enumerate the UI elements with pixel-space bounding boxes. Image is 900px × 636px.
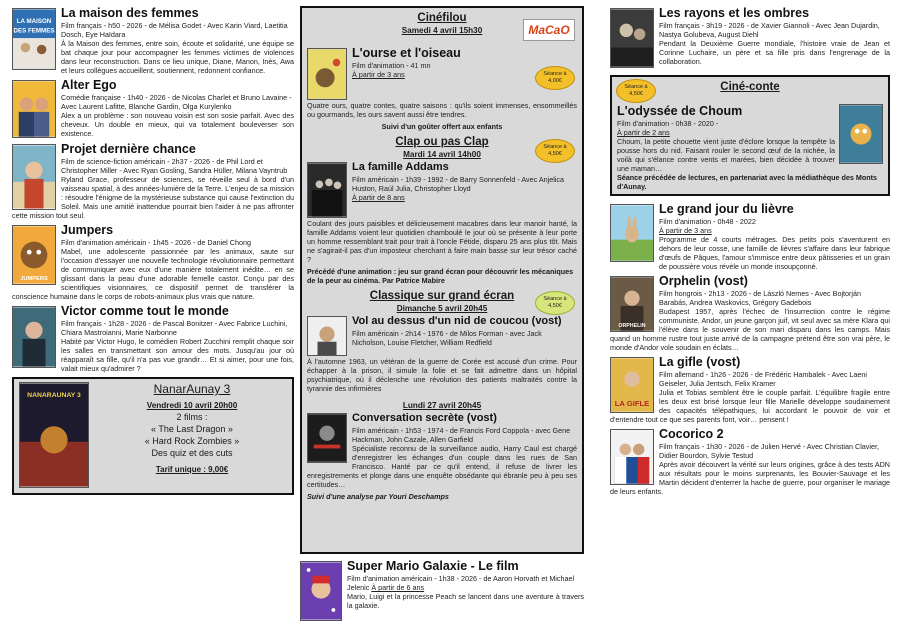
- film-meta: Film français - h50 - 2026 - de Mélisa Godet - Avec Karin Viard, Laetitia Dosch, Eye Haïdara: [61, 21, 288, 39]
- section-conversation: [307, 400, 577, 501]
- film-desc: Spécialiste reconnu de la surveillance audio, Harry Caul est chargé d'enregistrer les échanges d'un couple dans les rues de San Francisco. Hanté par ce qu'il entend, il refuse de livrer les enregistrements et plonge dans une enquête obsédante qui ébranle peu à peu ses certitudes…: [307, 444, 577, 489]
- film-age: À partir de 6 ans: [371, 583, 425, 592]
- film-meta-text: Film d'animation américain - 1h38 - 2026 - de Aaron Horvath et Michael Jelenic: [347, 574, 575, 592]
- film-title: Projet dernière chance: [61, 142, 196, 156]
- cine-conte-box: [610, 75, 890, 196]
- section-note: Suivi d'un goûter offert aux enfants: [381, 122, 503, 131]
- film-age: À partir de 8 ans: [352, 193, 405, 202]
- section-heading: Ciné-conte: [720, 81, 780, 93]
- film-nid-de-coucou: [307, 314, 577, 393]
- film-title: La famille Addams: [352, 161, 449, 173]
- svg-text:NANARAUNAY 3: NANARAUNAY 3: [27, 392, 81, 400]
- film-conversation-secrete: [307, 411, 577, 489]
- film-meta: Film américain - 2h14 - 1976 - de Milos Forman - avec Jack Nicholson, Louise Fletcher, William Redfield: [352, 329, 542, 347]
- poster-image: [610, 8, 654, 68]
- film-ourse-oiseau: [307, 46, 577, 119]
- film-title: Victor comme tout le monde: [61, 304, 229, 318]
- film-title: Alter Ego: [61, 78, 117, 92]
- film-meta: Film allemand - 1h26 - 2026 - de Frédéric Hambalek - Avec Laeni Geiseler, Julia Jentsch, Felix Kramer: [659, 370, 868, 388]
- section-clap: [307, 135, 577, 285]
- film-meta: Film français - 3h19 - 2026 - de Xavier Giannoli - Avec Jean Dujardin, Nastya Golubeva, August Diehl: [659, 21, 880, 39]
- price-badge: Séance à 4,00€: [535, 66, 575, 90]
- film-meta: Film d'animation - 41 mn: [352, 61, 431, 70]
- section-heading: Classique sur grand écran: [369, 290, 515, 302]
- film-meta: Film d'animation américain - 1h45 - 2026 - de Daniel Chong: [61, 238, 251, 247]
- poster-image: [610, 429, 654, 485]
- film-projet-derniere-chance: [12, 142, 294, 220]
- svg-text:ORPHELIN: ORPHELIN: [618, 322, 646, 329]
- film-famille-addams: [307, 160, 577, 264]
- film-title: Cocorico 2: [659, 427, 724, 441]
- film-desc: Alex a un problème : son nouveau voisin est son sosie parfait. Avec des cheveux. Un double en mieux, qui va totalement bouleverser son existence.: [61, 111, 294, 138]
- poster-image: [307, 162, 347, 218]
- event-title: NanarAunay 3: [153, 382, 231, 396]
- section-cinefilou: [307, 11, 577, 131]
- film-title: La maison des femmes: [61, 6, 199, 20]
- film-title: Conversation secrète (vost): [352, 412, 497, 424]
- event-tarif: Tarif unique : 9,00€: [155, 465, 229, 474]
- film-la-gifle: [610, 355, 890, 424]
- middle-column: [300, 6, 584, 632]
- film-meta: Film français - 1h28 - 2026 - de Pascal Bonitzer - Avec Fabrice Luchini, Chiara Mastroianni, Marie Narbonne: [61, 319, 288, 337]
- svg-text:LA GIFLE: LA GIFLE: [614, 399, 650, 408]
- poster-image: [610, 204, 654, 262]
- poster-image: [307, 316, 347, 356]
- left-column: [12, 6, 294, 632]
- film-odyssee-choum: [617, 104, 883, 191]
- film-meta: Film français - 1h30 - 2026 - de Julien Hervé - Avec Christian Clavier, Didier Bourdon, Sylvie Testud: [659, 442, 879, 460]
- film-desc: Quatre ours, quatre contes, quatre saisons : qu'ils soient immenses, ensommeillés ou gourmands, les ours savent aussi être tendres.: [307, 101, 577, 119]
- film-meta: Film hongrois - 2h13 - 2026 - de László Nemes - Avec Bojtorján Barabás, Andrea Waskovics, Grégory Gadebois: [659, 289, 862, 307]
- event-film-1: « The Last Dragon »: [151, 424, 233, 434]
- film-grand-jour-lievre: [610, 202, 890, 271]
- film-jumpers: [12, 223, 294, 301]
- right-column: [610, 6, 890, 632]
- section-date: Samedi 4 avril 15h30: [401, 26, 483, 35]
- poster-image: [12, 144, 56, 210]
- svg-text:DES FEMMES: DES FEMMES: [13, 27, 55, 35]
- poster-image: [610, 276, 654, 332]
- film-desc: Mario, Luigi et la princesse Peach se lancent dans une aventure à travers la galaxie.: [347, 592, 584, 610]
- section-date: Lundi 27 avril 20h45: [402, 401, 482, 410]
- poster-image: [307, 413, 347, 463]
- film-meta: Comédie française - 1h40 - 2026 - de Nicolas Charlet et Bruno Lavaine - Avec Laurent Lafitte, Blanche Gardin, Olga Kurylenko: [61, 93, 292, 111]
- nanaraunay-box: [12, 377, 294, 495]
- film-title: Le grand jour du lièvre: [659, 202, 794, 216]
- film-title: L'odyssée de Choum: [617, 104, 743, 118]
- event-extra: Des quiz et des cuts: [151, 448, 233, 458]
- film-meta: Film américain - 1h53 - 1974 - de Francis Ford Coppola - avec Gene Hackman, John Cazale, Allen Garfield: [352, 426, 571, 444]
- poster-image: [12, 306, 56, 368]
- film-title: Super Mario Galaxie - Le film: [347, 559, 519, 573]
- macao-logo: MaCaO: [523, 19, 575, 41]
- section-note: Suivi d'une analyse par Youri Deschamps: [307, 492, 449, 501]
- film-title: Les rayons et les ombres: [659, 6, 810, 20]
- film-desc: À la Maison des femmes, entre soin, écoute et solidarité, une équipe se bat chaque jour pour accompagner les femmes victimes de violences dans leur reconstruction. Dans ce lieu unique, Diane, Manon, Inès, Awa et leurs collègues accueillent, soutiennent, redonnent confiance.: [61, 39, 294, 75]
- poster-image: [839, 104, 883, 164]
- film-rayons-ombres: [610, 6, 890, 69]
- poster-image: [307, 48, 347, 100]
- section-note: Séance précédée de lectures, en partenariat avec la médiathèque des Monts d'Aunay.: [617, 173, 878, 191]
- film-desc: Pendant la Deuxième Guerre mondiale, l'histoire vraie de Jean et Corinne Luchaire, un père et sa fille pris dans l'engrenage de la collaboration.: [659, 39, 890, 66]
- film-age: À partir de 2 ans: [617, 128, 670, 137]
- film-desc: Coulant des jours paisibles et délicieusement macabres dans leur manoir hanté, la famille Addams voient leur quotidien chamboulé le jour où se présente à leur porte un homme ressemblant trait pour trait à l'oncle Fétide, disparu 25 ans plus tôt. Mais ne s'agirait-il pas d'un imposteur cherchant à faire main basse sur leur trésor caché ?: [307, 219, 577, 264]
- section-date: Mardi 14 avril 14h00: [403, 150, 481, 159]
- film-orphelin: [610, 274, 890, 352]
- event-date: Vendredi 10 avril 20h00: [146, 401, 238, 410]
- film-desc: Habité par Victor Hugo, le comédien Robert Zucchini remplit chaque soir les salles en transmettant son amour des mots. Jusqu'au jour où réapparaît sa fille, qu'il n'a pas vue grandir… Et si aimer, pour une fois, valait mieux qu'admirer ?: [61, 337, 294, 373]
- price-badge: Séance à 4,50€: [616, 79, 656, 103]
- poster-image: [610, 357, 654, 413]
- film-desc: Julia et Tobias semblent être le couple parfait. L'équilibre fragile entre les deux est brisé lorsque leur fille Marielle développe soudainement des capacités télépathiques, lui accordant le pouvoir de voir et d'entendre tout ce que ses parents font, voir… pensent !: [610, 388, 890, 424]
- section-heading: Cinéfilou: [417, 12, 467, 24]
- film-desc: Programme de 4 courts métrages. Des petits pois s'aventurent en dehors de leur cosse, une famille de lièvres s'affaire dans leur fabrique d'œufs de Pâques, l'amour s'immisce entre deux pâtisseries et un grain de poussière vous révèle un monde insoupçonné.: [659, 235, 890, 271]
- film-desc: Ryland Grace, professeur de sciences, se réveille seul à bord d'un vaisseau spatial, à des années-lumière de la Terre. L'enjeu de sa mission : résoudre l'énigme de la mystérieuse substance qui cause l'extinction du Soleil. Mais une amitié inattendue pourrait bien l'aider à ne pas affronter cette mission tout seul.: [12, 175, 294, 220]
- film-super-mario: [300, 559, 584, 622]
- film-maison-des-femmes: [12, 6, 294, 75]
- film-meta: Film de science-fiction américain - 2h37 - 2026 - de Phil Lord et Christopher Miller - Avec Ryan Gosling, Sandra Hüller, Milana Vayntrub: [61, 157, 288, 175]
- film-desc: Après avoir découvert la vérité sur leurs origines, grâce à des tests ADN aux résultats pour le moins surprenants, les Bouvier-Sauvage et les Martin décident d'enterrer la hache de guerre, pour organiser le mariage de leurs enfants.: [610, 460, 890, 496]
- poster-image: [12, 225, 56, 285]
- svg-text:LA MAISON: LA MAISON: [16, 17, 52, 25]
- film-title: Jumpers: [61, 223, 114, 237]
- svg-text:JUMPERS: JUMPERS: [20, 275, 48, 282]
- section-classique: [307, 289, 577, 393]
- poster-image: [12, 80, 56, 138]
- event-film-2: « Hard Rock Zombies »: [144, 436, 240, 446]
- poster-image: [12, 8, 56, 70]
- film-meta: Film d'animation - 0h38 - 2020 -: [617, 119, 719, 128]
- film-age: À partir de 3 ans: [352, 70, 405, 79]
- film-meta: Film d'animation - 0h48 - 2022: [659, 217, 756, 226]
- film-desc: Mabel, une adolescente passionnée par les animaux, saute sur l'occasion d'essayer une nouvelle technologie révolutionnaire permettant de communiquer avec eux d'une manière totalement inédite… en se glissant dans la peau d'une adorable femelle castor. Conçu par des scientifiques visionnaires, ce dispositif permet de transférer la conscience humaine dans le corps de robots-animaux plus vrais que nature.: [12, 247, 294, 301]
- film-title: La gifle (vost): [659, 355, 741, 369]
- poster-image: [300, 561, 342, 621]
- film-age: À partir de 3 ans: [659, 226, 712, 235]
- price-badge: Séance à 4,50€: [535, 139, 575, 163]
- film-meta: [300, 574, 584, 592]
- price-badge: Séance à 4,50€: [535, 291, 575, 315]
- film-alter-ego: [12, 78, 294, 139]
- section-note: Précédé d'une animation : jeu sur grand écran pour découvrir les mécaniques de la peur au cinéma. Par Patrice Mabire: [307, 267, 574, 285]
- film-victor: [12, 304, 294, 373]
- film-desc: Budapest 1957, après l'échec de l'insurrection contre le régime communiste. Andor, un jeune garçon juif, vit seul avec sa mère Klara qui l'élève dans le souvenir de son mari disparu dans les camps. Mais quand un homme rustre tout juste arrivé de la campagne prétend être son vrai père, le monde d'Andor vole soudain en éclats…: [610, 307, 890, 352]
- film-meta: Film américain - 1h39 - 1992 - de Barry Sonnenfeld - Avec Anjelica Huston, Raúl Julia, Christopher Lloyd: [352, 175, 565, 193]
- film-title: L'ourse et l'oiseau: [352, 46, 461, 60]
- section-heading: Clap ou pas Clap: [395, 136, 489, 148]
- event-films-label: 2 films :: [176, 412, 208, 422]
- cinema-events-box: [300, 6, 584, 554]
- film-desc: Choum, la petite chouette vient juste d'éclore lorsque la tempête la pousse hors du nid. Faisant rouler le second œuf de la nichée, la voilà qui s'élance contre vents et marées, bien décidée à trouver une maman…: [617, 137, 835, 173]
- film-desc: À l'automne 1963, un vétéran de la guerre de Corée est accusé d'un crime. Pour échapper à la prison, il simule la folie et se fait admettre dans un hôpital psychiatrique, où il déclenche une révolution des patients maltraités contre la tyrannie des infirmières: [307, 357, 577, 393]
- film-title: Orphelin (vost): [659, 274, 748, 288]
- film-title: Vol au dessus d'un nid de coucou (vost): [352, 315, 562, 327]
- poster-image: [19, 382, 89, 488]
- section-date: Dimanche 5 avril 20h45: [396, 304, 488, 313]
- film-cocorico-2: [610, 427, 890, 496]
